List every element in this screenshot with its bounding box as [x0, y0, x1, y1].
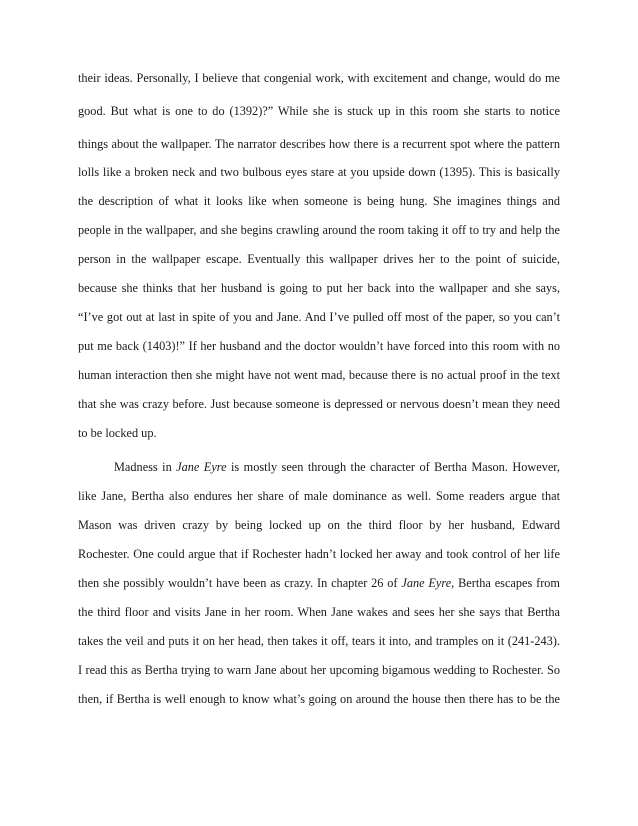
- text-line: Mason was driven crazy by being locked up on the third floor by her husband, Edward: [78, 518, 560, 532]
- text-line: Rochester. One could argue that if Rochester hadn’t locked her away and took control of her life: [78, 547, 560, 561]
- text-segment: is mostly seen through the character of Bertha Mason. However,: [226, 460, 560, 474]
- text-line: person in the wallpaper escape. Eventually this wallpaper drives her to the point of suicide,: [78, 252, 560, 266]
- text-line: like Jane, Bertha also endures her share of male dominance as well. Some readers argue that: [78, 489, 560, 503]
- text-line: to be locked up.: [78, 426, 157, 440]
- text-line: “I’ve got out at last in spite of you and Jane. And I’ve pulled off most of the paper, so you can’t: [78, 310, 560, 324]
- text-line: [114, 457, 560, 477]
- text-line: things about the wallpaper. The narrator describes how there is a recurrent spot where the pattern: [78, 137, 560, 151]
- text-line: that she was crazy before. Just because someone is depressed or nervous doesn’t mean they need: [78, 397, 560, 411]
- text-segment: then she possibly wouldn’t have been as crazy. In chapter 26 of: [78, 576, 402, 590]
- text-line: human interaction then she might have not went mad, because there is no actual proof in the text: [78, 368, 560, 382]
- text-line: the third floor and visits Jane in her room. When Jane wakes and sees her she says that Bertha: [78, 605, 560, 619]
- text-segment: , Bertha escapes from: [451, 576, 560, 590]
- text-line: the description of what it looks like when someone is being hung. She imagines things and: [78, 194, 560, 208]
- text-segment: Madness in: [114, 460, 177, 474]
- text-line: their ideas. Personally, I believe that congenial work, with excitement and change, would do me: [78, 71, 560, 85]
- text-line: put me back (1403)!” If her husband and the doctor wouldn’t have forced into this room with no: [78, 339, 560, 353]
- book-title: Jane Eyre: [176, 460, 227, 474]
- text-line: people in the wallpaper, and she begins crawling around the room taking it off to try and help the: [78, 223, 560, 237]
- text-line: because she thinks that her husband is going to put her back into the wallpaper and she says,: [78, 281, 560, 295]
- book-title: Jane Eyre: [401, 576, 452, 590]
- text-line: good. But what is one to do (1392)?” While she is stuck up in this room she starts to notice: [78, 104, 560, 118]
- text-line: takes the veil and puts it on her head, then takes it off, tears it into, and tramples on it (241-243).: [78, 634, 560, 648]
- text-line: I read this as Bertha trying to warn Jane about her upcoming bigamous wedding to Rochester. So: [78, 663, 560, 677]
- text-line: [78, 573, 560, 593]
- text-line: lolls like a broken neck and two bulbous eyes stare at you upside down (1395). This is basically: [78, 165, 560, 179]
- text-line: then, if Bertha is well enough to know what’s going on around the house then there has to be the: [78, 692, 560, 706]
